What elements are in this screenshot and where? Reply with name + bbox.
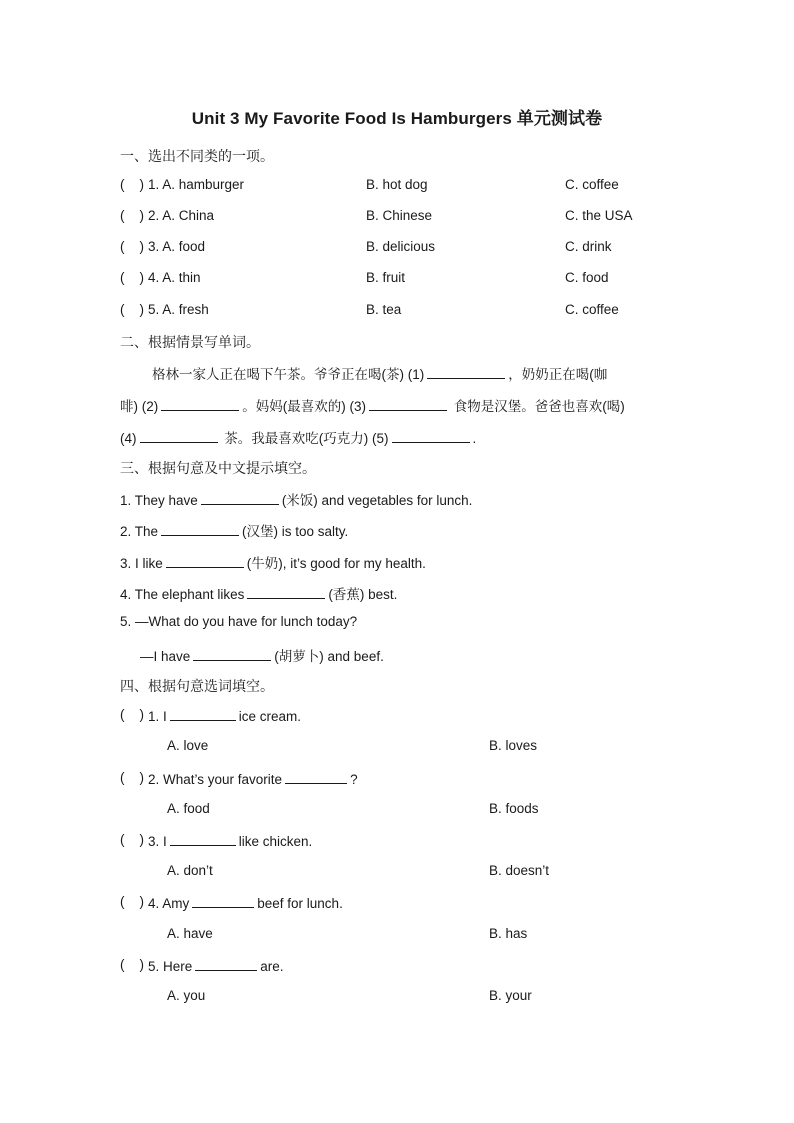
blank-field[interactable] — [170, 707, 236, 721]
answer-paren[interactable]: ( ) — [120, 770, 144, 785]
option-b[interactable]: B. foods — [489, 801, 539, 816]
answer-paren[interactable]: ( ) — [120, 894, 144, 909]
fill-question-reply — [140, 645, 384, 665]
paragraph-text: 啡) (2) — [120, 399, 159, 414]
option-c: C. coffee — [565, 302, 619, 317]
blank-field[interactable] — [247, 585, 325, 599]
option-c: C. coffee — [565, 177, 619, 192]
blank-field[interactable] — [201, 491, 279, 505]
option-a[interactable]: A. love — [167, 738, 209, 753]
question-stem: 5. Here are. — [148, 959, 284, 974]
fill-question — [120, 552, 426, 572]
question-stem: 2. What’s your favorite ? — [148, 772, 358, 787]
question-stem: 1. I ice cream. — [148, 709, 302, 724]
option-b[interactable]: B. has — [489, 926, 528, 941]
option-a[interactable]: A. you — [167, 988, 206, 1003]
question-stem: 1. A. hamburger — [148, 177, 245, 192]
option-b[interactable]: B. doesn’t — [489, 863, 550, 878]
answer-paren[interactable]: ( ) — [120, 302, 144, 317]
paragraph-text: ，奶奶正在喝(咖 — [508, 367, 608, 382]
option-a[interactable]: A. don’t — [167, 863, 213, 878]
answer-paren[interactable]: ( ) — [120, 239, 144, 254]
section1-heading: 一、选出不同类的一项。 — [120, 148, 274, 164]
section2-heading: 二、根据情景写单词。 — [120, 334, 260, 350]
question-text: 1. They have — [120, 493, 198, 508]
option-b[interactable]: B. loves — [489, 738, 538, 753]
option-b[interactable]: B. your — [489, 988, 532, 1003]
option-a[interactable]: A. food — [167, 801, 210, 816]
option-b: B. tea — [366, 302, 402, 317]
section4-heading: 四、根据句意选词填空。 — [120, 678, 274, 694]
paragraph-text: 茶。我最喜欢吃(巧克力) (5) — [224, 431, 389, 446]
paragraph-text: . — [472, 431, 477, 446]
paragraph-line — [152, 363, 607, 383]
answer-paren[interactable]: ( ) — [120, 957, 144, 972]
question-text: —I have — [140, 649, 191, 664]
page-title: Unit 3 My Favorite Food Is Hamburgers 单元测试卷 — [191, 109, 603, 128]
answer-paren[interactable]: ( ) — [120, 177, 144, 192]
blank-field[interactable] — [427, 365, 505, 379]
option-b: B. hot dog — [366, 177, 428, 192]
question-text: 3. I like — [120, 556, 163, 571]
fill-question — [120, 583, 397, 603]
option-a[interactable]: A. have — [167, 926, 213, 941]
answer-paren[interactable]: ( ) — [120, 707, 144, 722]
section3-heading: 三、根据句意及中文提示填空。 — [120, 460, 316, 476]
question-stem: 2. A. China — [148, 208, 215, 223]
blank-field[interactable] — [161, 522, 239, 536]
blank-field[interactable] — [161, 397, 239, 411]
question-stem: 3. A. food — [148, 239, 206, 254]
question-text: (米饭) and vegetables for lunch. — [281, 493, 473, 508]
answer-paren[interactable]: ( ) — [120, 270, 144, 285]
answer-paren[interactable]: ( ) — [120, 208, 144, 223]
option-b: B. fruit — [366, 270, 406, 285]
question-text: (汉堡) is too salty. — [242, 524, 349, 539]
question-stem: 3. I like chicken. — [148, 834, 313, 849]
option-c: C. food — [565, 270, 609, 285]
question-text: 4. The elephant likes — [120, 587, 245, 602]
blank-field[interactable] — [369, 397, 447, 411]
fill-question: 5. —What do you have for lunch today? — [120, 614, 358, 629]
option-c: C. the USA — [565, 208, 633, 223]
fill-question — [120, 489, 472, 509]
blank-field[interactable] — [166, 554, 244, 568]
option-b: B. delicious — [366, 239, 436, 254]
question-text: 2. The — [120, 524, 159, 539]
question-text: (香蕉) best. — [328, 587, 398, 602]
question-text: (胡萝卜) and beef. — [274, 649, 384, 664]
paragraph-line — [120, 427, 476, 447]
option-b: B. Chinese — [366, 208, 433, 223]
paragraph-text: 格林一家人正在喝下午茶。爷爷正在喝(茶) (1) — [152, 367, 425, 382]
blank-field[interactable] — [170, 832, 236, 846]
option-c: C. drink — [565, 239, 612, 254]
answer-paren[interactable]: ( ) — [120, 832, 144, 847]
question-stem: 4. Amy beef for lunch. — [148, 896, 343, 911]
paragraph-text: 食物是汉堡。爸爸也喜欢(喝) — [453, 399, 625, 414]
blank-field[interactable] — [140, 429, 218, 443]
blank-field[interactable] — [285, 770, 347, 784]
question-stem: 5. A. fresh — [148, 302, 209, 317]
fill-question — [120, 520, 348, 540]
paragraph-text: (4) — [120, 431, 137, 446]
question-text: (牛奶), it’s good for my health. — [246, 556, 426, 571]
blank-field[interactable] — [193, 647, 271, 661]
blank-field[interactable] — [195, 957, 257, 971]
blank-field[interactable] — [392, 429, 470, 443]
question-stem: 4. A. thin — [148, 270, 201, 285]
blank-field[interactable] — [192, 894, 254, 908]
paragraph-text: 。妈妈(最喜欢的) (3) — [242, 399, 366, 414]
paragraph-line — [120, 395, 625, 415]
